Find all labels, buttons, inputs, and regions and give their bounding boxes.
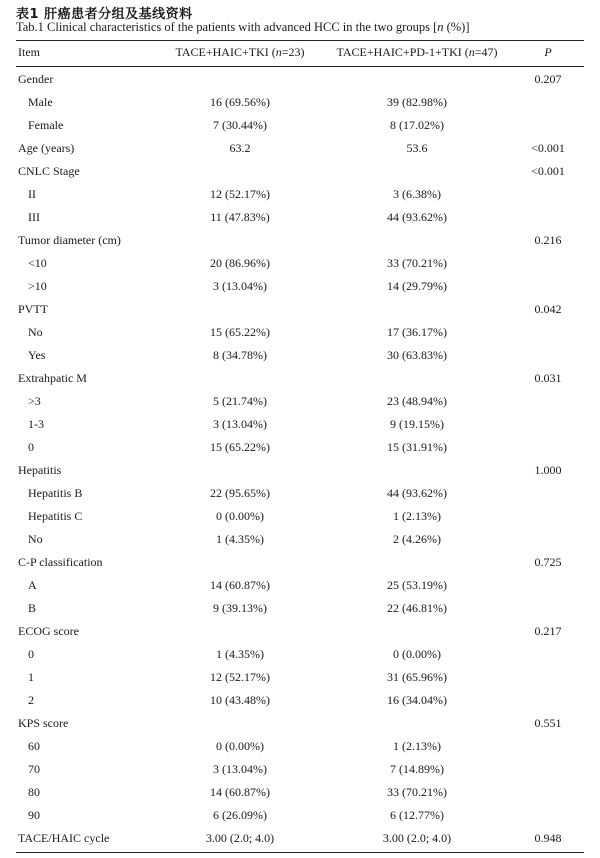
title-en-prefix: Tab.1 Clinical characteristics of the patients with advanced HCC in the two groups [	[16, 20, 438, 34]
row-label: Age (years)	[18, 141, 75, 155]
table-row	[0, 321, 600, 344]
row-group1-value: 0 (0.00%)	[216, 739, 264, 753]
row-label: Male	[28, 95, 53, 109]
table-row	[0, 229, 600, 252]
table-row	[0, 114, 600, 137]
row-group2-value: 22 (46.81%)	[387, 601, 447, 615]
table-row	[0, 91, 600, 114]
row-group2-value: 0 (0.00%)	[393, 647, 441, 661]
row-group2-value: 44 (93.62%)	[387, 486, 447, 500]
row-group1-value: 14 (60.87%)	[210, 785, 270, 799]
row-group2-value: 7 (14.89%)	[390, 762, 444, 776]
row-group1-value: 16 (69.56%)	[210, 95, 270, 109]
table-row	[0, 827, 600, 850]
row-group2-value: 31 (65.96%)	[387, 670, 447, 684]
table-row	[0, 298, 600, 321]
row-group1-value: 6 (26.09%)	[213, 808, 267, 822]
row-label: 90	[28, 808, 40, 822]
table-row	[0, 160, 600, 183]
table-row	[0, 367, 600, 390]
row-label: 1	[28, 670, 34, 684]
row-label: >3	[28, 394, 41, 408]
header-group1-prefix: TACE+HAIC+TKI (	[175, 45, 276, 59]
row-p-value: <0.001	[531, 141, 565, 155]
row-p-value: 0.725	[534, 555, 562, 569]
row-group1-value: 3 (13.04%)	[213, 417, 267, 431]
row-p-value: <0.001	[531, 164, 565, 178]
table-row	[0, 505, 600, 528]
row-label: PVTT	[18, 302, 48, 316]
table-row	[0, 804, 600, 827]
row-group1-value: 3 (13.04%)	[213, 279, 267, 293]
header-group2	[332, 45, 502, 60]
row-label: 60	[28, 739, 40, 753]
row-group1-value: 8 (34.78%)	[213, 348, 267, 362]
row-group2-value: 53.6	[406, 141, 428, 155]
row-label: KPS score	[18, 716, 69, 730]
header-group2-n: n	[468, 45, 475, 59]
table-row	[0, 735, 600, 758]
table-row	[0, 206, 600, 229]
row-group1-value: 7 (30.44%)	[213, 118, 267, 132]
row-group1-value: 15 (65.22%)	[210, 440, 270, 454]
row-group2-value: 1 (2.13%)	[393, 509, 441, 523]
row-group2-value: 30 (63.83%)	[387, 348, 447, 362]
row-label: 1-3	[28, 417, 44, 431]
table-row	[0, 390, 600, 413]
row-group1-value: 63.2	[229, 141, 251, 155]
row-group2-value: 2 (4.26%)	[393, 532, 441, 546]
row-p-value: 0.217	[534, 624, 562, 638]
row-group1-value: 5 (21.74%)	[213, 394, 267, 408]
table-row	[0, 597, 600, 620]
row-group1-value: 1 (4.35%)	[216, 532, 264, 546]
row-label: Female	[28, 118, 64, 132]
row-label: 80	[28, 785, 40, 799]
row-group1-value: 3 (13.04%)	[213, 762, 267, 776]
table-row	[0, 620, 600, 643]
table-row	[0, 413, 600, 436]
table-row	[0, 459, 600, 482]
table-title-english	[16, 20, 470, 35]
row-group1-value: 12 (52.17%)	[210, 187, 270, 201]
row-group2-value: 39 (82.98%)	[387, 95, 447, 109]
row-group2-value: 3.00 (2.0; 4.0)	[382, 831, 452, 845]
table-header-rule	[16, 66, 584, 67]
row-group1-value: 1 (4.35%)	[216, 647, 264, 661]
table-row	[0, 758, 600, 781]
table-row	[0, 551, 600, 574]
row-label: Extrahpatic M	[18, 371, 87, 385]
table-row	[0, 643, 600, 666]
header-group1-suffix: =23)	[281, 45, 305, 59]
row-p-value: 0.948	[534, 831, 562, 845]
row-label: >10	[28, 279, 47, 293]
row-p-value: 0.042	[534, 302, 562, 316]
table-top-rule	[16, 40, 584, 41]
table-row	[0, 781, 600, 804]
table-row	[0, 574, 600, 597]
table-row	[0, 183, 600, 206]
table-row	[0, 689, 600, 712]
row-label: 2	[28, 693, 34, 707]
row-group2-value: 16 (34.04%)	[387, 693, 447, 707]
row-label: Hepatitis	[18, 463, 62, 477]
table-row	[0, 712, 600, 735]
row-group2-value: 33 (70.21%)	[387, 785, 447, 799]
row-label: 0	[28, 440, 34, 454]
header-group1	[165, 45, 315, 60]
table-body	[0, 68, 600, 850]
row-label: <10	[28, 256, 47, 270]
row-label: ECOG score	[18, 624, 79, 638]
row-group2-value: 25 (53.19%)	[387, 578, 447, 592]
row-group2-value: 3 (6.38%)	[393, 187, 441, 201]
row-label: No	[28, 532, 43, 546]
row-group2-value: 6 (12.77%)	[390, 808, 444, 822]
title-en-n: n	[437, 20, 444, 34]
table-row	[0, 436, 600, 459]
header-group1-n: n	[275, 45, 282, 59]
row-label: Tumor diameter (cm)	[18, 233, 121, 247]
row-group1-value: 9 (39.13%)	[213, 601, 267, 615]
header-group2-suffix: =47)	[474, 45, 498, 59]
table-row	[0, 482, 600, 505]
table-row	[0, 137, 600, 160]
row-group2-value: 44 (93.62%)	[387, 210, 447, 224]
table-row	[0, 666, 600, 689]
row-label: TACE/HAIC cycle	[18, 831, 110, 845]
row-label: No	[28, 325, 43, 339]
table-title-chinese: 表1 肝癌患者分组及基线资料	[16, 7, 193, 22]
row-p-value: 1.000	[534, 463, 562, 477]
row-label: A	[28, 578, 37, 592]
row-group1-value: 14 (60.87%)	[210, 578, 270, 592]
row-label: 0	[28, 647, 34, 661]
row-group1-value: 10 (43.48%)	[210, 693, 270, 707]
row-group2-value: 17 (36.17%)	[387, 325, 447, 339]
row-group1-value: 0 (0.00%)	[216, 509, 264, 523]
row-label: CNLC Stage	[18, 164, 80, 178]
row-p-value: 0.031	[534, 371, 562, 385]
table-row	[0, 68, 600, 91]
table-row	[0, 252, 600, 275]
row-label: Hepatitis B	[28, 486, 83, 500]
row-group1-value: 15 (65.22%)	[210, 325, 270, 339]
row-group1-value: 22 (95.65%)	[210, 486, 270, 500]
title-en-suffix: (%)]	[443, 20, 470, 34]
header-group2-prefix: TACE+HAIC+PD-1+TKI (	[336, 45, 469, 59]
row-group1-value: 11 (47.83%)	[210, 210, 270, 224]
row-group1-value: 20 (86.96%)	[210, 256, 270, 270]
row-group2-value: 23 (48.94%)	[387, 394, 447, 408]
row-label: C-P classification	[18, 555, 103, 569]
row-group2-value: 8 (17.02%)	[390, 118, 444, 132]
table-bottom-rule	[16, 852, 584, 853]
table-row	[0, 275, 600, 298]
row-label: 70	[28, 762, 40, 776]
row-group2-value: 33 (70.21%)	[387, 256, 447, 270]
row-p-value: 0.207	[534, 72, 562, 86]
row-group2-value: 15 (31.91%)	[387, 440, 447, 454]
row-label: Hepatitis C	[28, 509, 83, 523]
row-label: B	[28, 601, 37, 615]
row-label: II	[28, 187, 36, 201]
row-group2-value: 1 (2.13%)	[393, 739, 441, 753]
header-p-value: P	[544, 45, 552, 59]
row-label: Gender	[18, 72, 54, 86]
row-group2-value: 9 (19.15%)	[390, 417, 444, 431]
header-item: Item	[18, 45, 40, 59]
table-row	[0, 344, 600, 367]
row-p-value: 0.551	[534, 716, 562, 730]
row-label: III	[28, 210, 40, 224]
row-group1-value: 3.00 (2.0; 4.0)	[205, 831, 275, 845]
table-header-row	[0, 45, 600, 61]
table-row	[0, 528, 600, 551]
row-label: Yes	[28, 348, 46, 362]
row-group1-value: 12 (52.17%)	[210, 670, 270, 684]
row-p-value: 0.216	[534, 233, 562, 247]
row-group2-value: 14 (29.79%)	[387, 279, 447, 293]
